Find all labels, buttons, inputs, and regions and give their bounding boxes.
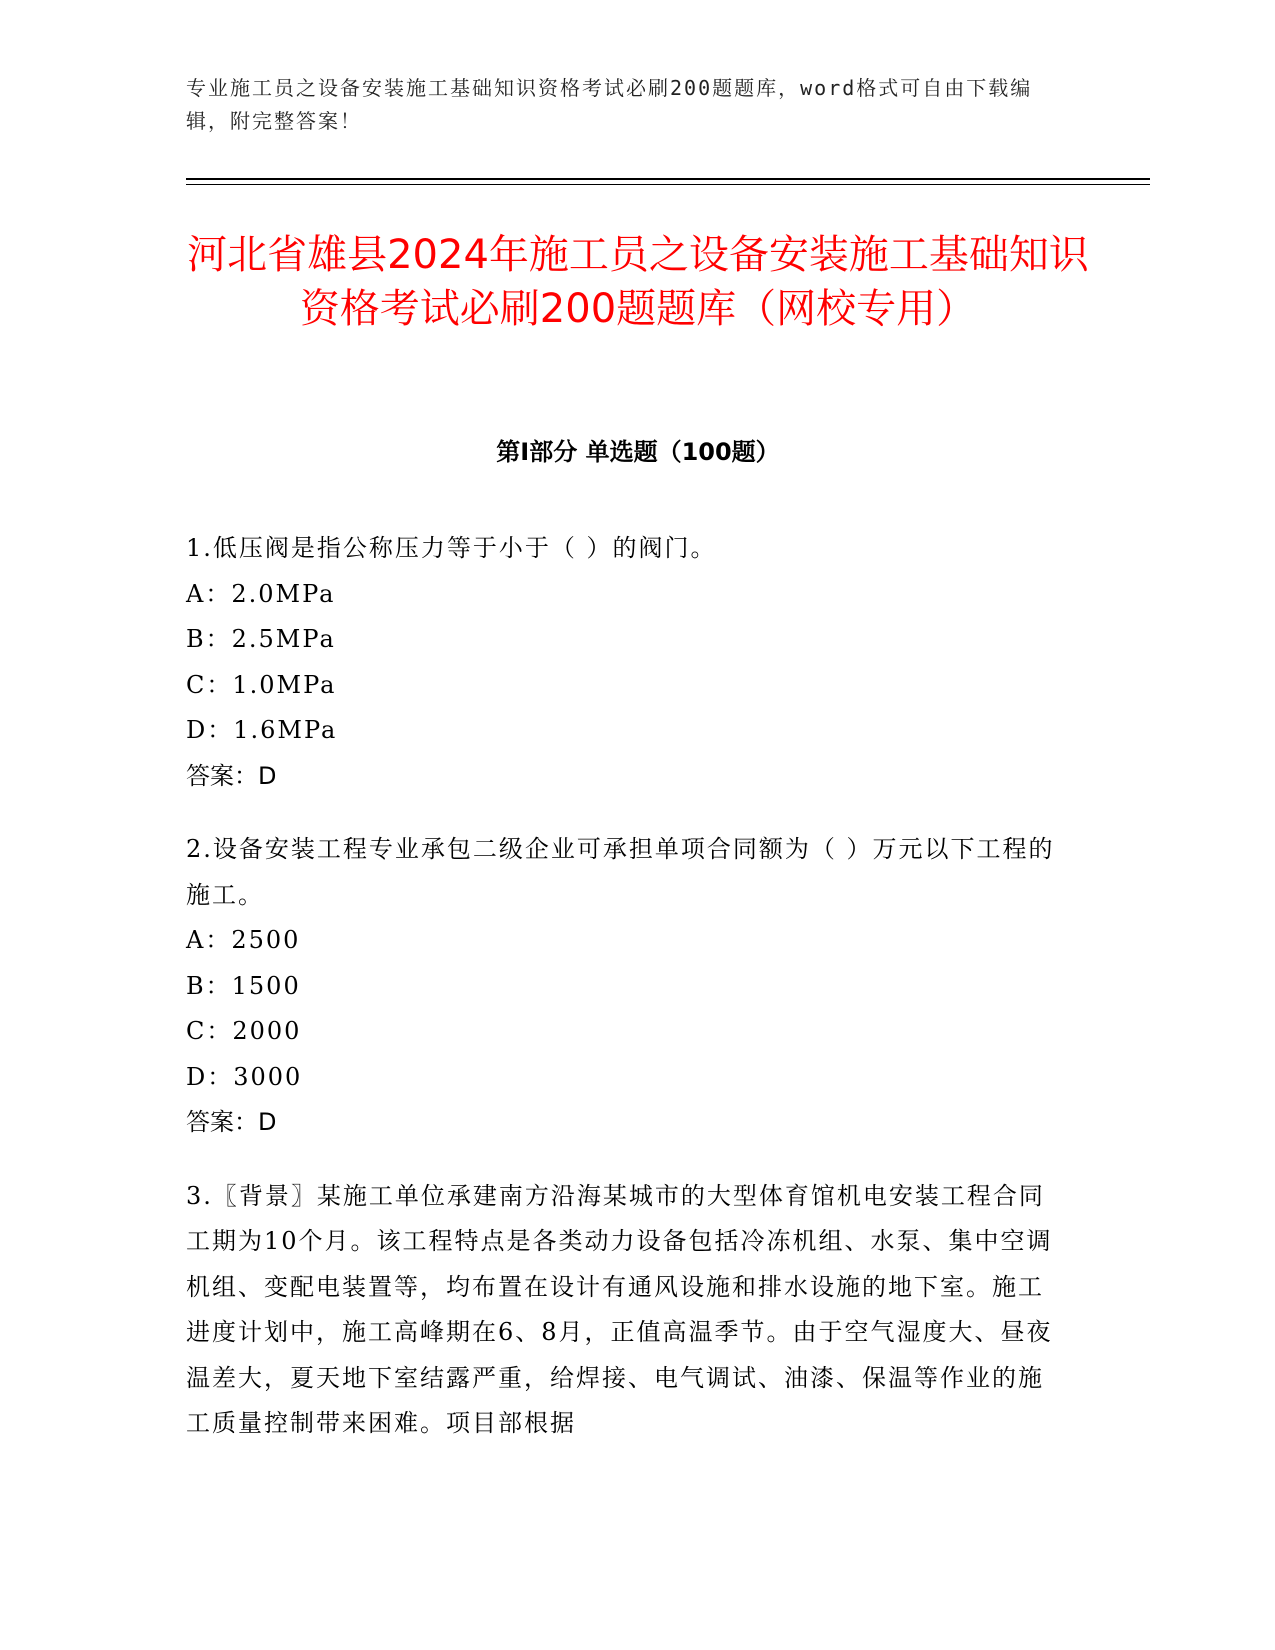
document-title: 河北省雄县2024年施工员之设备安装施工基础知识资格考试必刷200题题库（网校专用） <box>187 232 1089 332</box>
option-b: B：1500 <box>186 971 301 1000</box>
option-c: C：2000 <box>186 1017 302 1045</box>
header-rule-thick <box>186 178 1150 180</box>
option-b: B：2.5MPa <box>186 625 336 653</box>
header-rule-thin <box>186 184 1150 185</box>
option-c: C：1.0MPa <box>186 670 337 699</box>
option-a: A：2.0MPa <box>186 579 336 608</box>
question-3 <box>186 1174 1066 1447</box>
section-title: 第I部分 单选题（100题） <box>496 438 780 466</box>
question-list <box>186 526 1066 1475</box>
answer: 答案：D <box>186 1108 277 1136</box>
question-stem: 2.设备安装工程专业承包二级企业可承担单项合同额为（ ）万元以下工程的施工。 <box>186 835 1055 909</box>
question-2 <box>186 827 1066 1146</box>
question-stem: 1.低压阀是指公称压力等于小于（ ）的阀门。 <box>186 534 717 562</box>
question-1 <box>186 526 1066 799</box>
answer: 答案：D <box>186 761 277 790</box>
option-a: A：2500 <box>186 926 301 954</box>
question-stem: 3.〖背景〗某施工单位承建南方沿海某城市的大型体育馆机电安装工程合同工期为10个月。该工程特点是各类动力设备包括冷冻机组、水泵、集中空调机组、变配电装置等，均布置在设计有通风设施和排水设施的地下室。施工进度计划中，施工高峰期在6、8月，正值高温季节。由于空气湿度大、昼夜温差大，夏天地下室结露严重，给焊接、电气调试、油漆、保温等作业的施工质量控制带来困难。项目部根据 <box>186 1181 1053 1437</box>
option-d: D：1.6MPa <box>186 716 338 744</box>
header-note: 专业施工员之设备安装施工基础知识资格考试必刷200题题库，word格式可自由下载编辑，附完整答案！ <box>186 76 1033 133</box>
option-d: D：3000 <box>186 1062 303 1091</box>
